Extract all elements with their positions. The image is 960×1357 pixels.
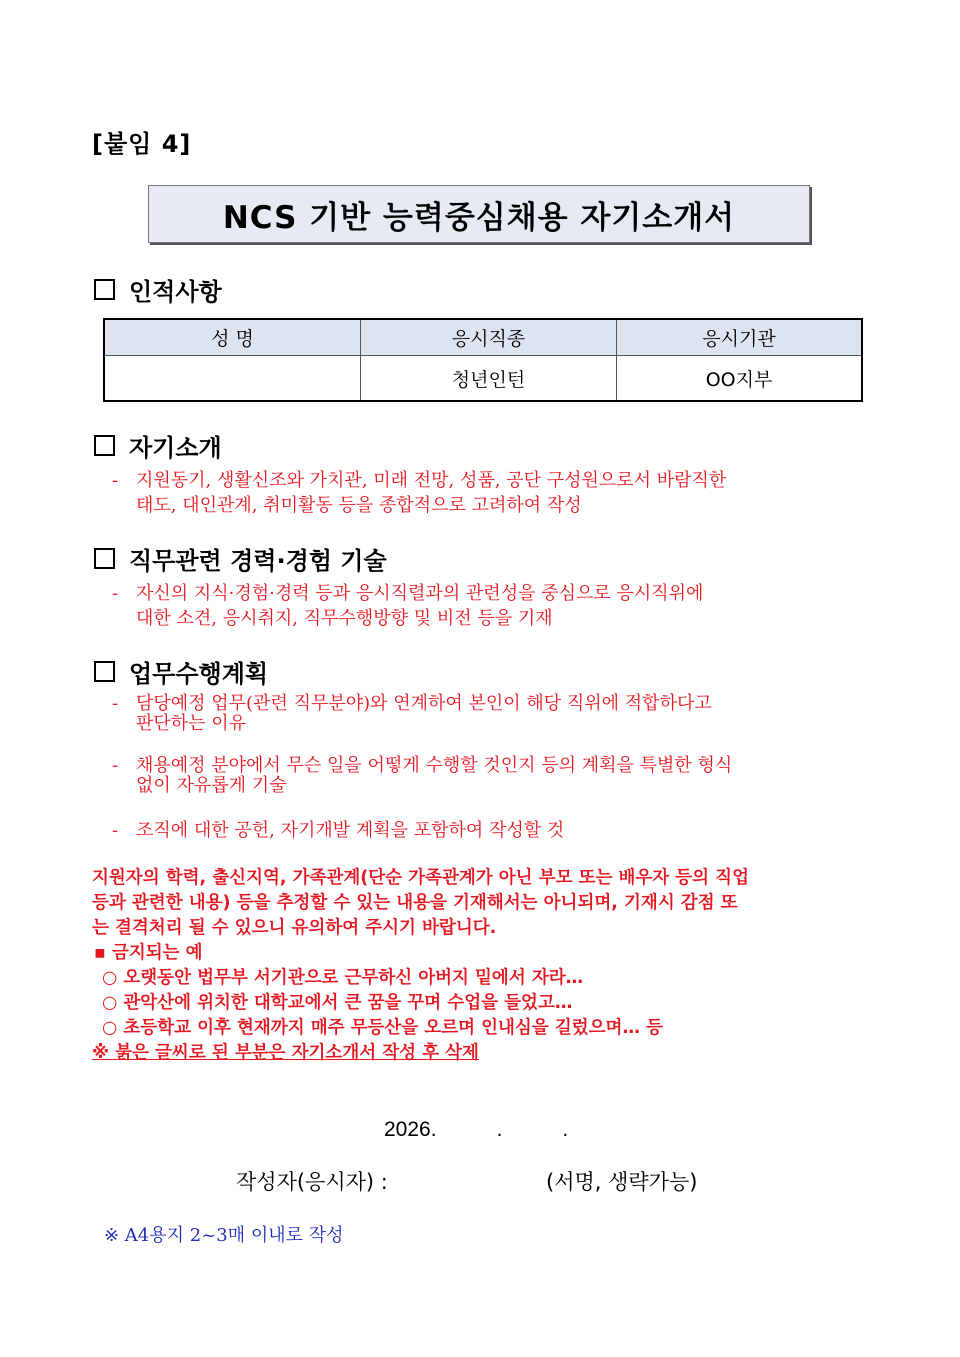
checkbox-icon <box>94 435 115 456</box>
section-career-heading <box>94 541 387 576</box>
plan-item3-line1: 조직에 대한 공헌, 자기개발 계획을 포함하여 작성할 것 <box>136 820 565 841</box>
section-personal-heading <box>94 272 222 307</box>
header-job-type: 응시직종 <box>361 319 617 356</box>
section-career-title: 직무관련 경력·경험 기술 <box>129 547 387 575</box>
date-line <box>384 1118 568 1142</box>
example-1: ○ 오랫동안 법무부 서기관으로 근무하신 아버지 밑에서 자라… <box>102 968 584 988</box>
intro-guide <box>112 468 872 518</box>
plan-item2-line2: 없이 자유롭게 기술 <box>136 775 287 796</box>
personal-info-table <box>103 318 863 402</box>
date-year: 2026. <box>384 1118 437 1141</box>
plan-item1-line2: 판단하는 이유 <box>136 713 247 734</box>
dash-bullet: - <box>112 470 119 491</box>
career-guide <box>112 581 872 631</box>
date-day-dot: . <box>562 1118 569 1141</box>
delete-note: ※ 붉은 글씨로 된 부분은 자기소개서 작성 후 삭제 <box>92 1043 479 1063</box>
checkbox-icon <box>94 548 115 569</box>
intro-guide-line1: 지원동기, 생활신조와 가치관, 미래 전망, 성품, 공단 구성원으로서 바람직한 <box>136 470 727 491</box>
header-name: 성 명 <box>104 319 361 356</box>
dash-bullet: - <box>112 820 119 841</box>
signer-label: 작성자(응시자) : <box>236 1170 388 1194</box>
date-month-dot: . <box>496 1118 503 1141</box>
plan-item1-line1: 담당예정 업무(관련 직무분야)와 연계하여 본인이 해당 직위에 적합하다고 <box>136 693 712 714</box>
plan-item2-line1: 채용예정 분야에서 무슨 일을 어떻게 수행할 것인지 등의 계획을 특별한 형식 <box>136 755 733 776</box>
plan-guide-item1 <box>112 694 872 734</box>
checkbox-icon <box>94 279 115 300</box>
section-intro-title: 자기소개 <box>129 434 222 462</box>
plan-guide-item3 <box>112 818 872 843</box>
cell-job-type[interactable]: 청년인턴 <box>361 356 617 402</box>
warning-block <box>92 866 872 1066</box>
section-personal-title: 인적사항 <box>129 278 222 306</box>
a4-length-note: ※ A4용지 2~3매 이내로 작성 <box>104 1225 344 1246</box>
dash-bullet: - <box>112 583 119 604</box>
section-intro-heading <box>94 428 222 463</box>
dash-bullet: - <box>112 693 119 714</box>
warning-line1: 지원자의 학력, 출신지역, 가족관계(단순 가족관계가 아닌 부모 또는 배우자 등의 직업 <box>92 868 749 888</box>
career-guide-line2: 대한 소견, 응시취지, 직무수행방향 및 비전 등을 기재 <box>136 608 553 629</box>
example-3: ○ 초등학교 이후 현재까지 매주 무등산을 오르며 인내심을 길렀으며… 등 <box>102 1018 663 1038</box>
header-agency: 응시기관 <box>617 319 863 356</box>
plan-guide-item2 <box>112 756 872 796</box>
document-title-box <box>148 185 810 243</box>
example-heading: ▪ 금지되는 예 <box>94 943 203 963</box>
intro-guide-line2: 태도, 대인관계, 취미활동 등을 종합적으로 고려하여 작성 <box>136 495 582 516</box>
checkbox-icon <box>94 661 115 682</box>
cell-name[interactable] <box>104 356 361 402</box>
cell-agency[interactable]: OO지부 <box>617 356 863 402</box>
table-header-row <box>104 319 862 356</box>
section-plan-title: 업무수행계획 <box>129 660 269 688</box>
section-plan-heading <box>94 654 268 689</box>
example-2: ○ 관악산에 위치한 대학교에서 큰 꿈을 꾸며 수업을 들었고… <box>102 993 573 1013</box>
warning-line2: 등과 관련한 내용) 등을 추정할 수 있는 내용을 기재해서는 아니되며, 기재시 감점 또 <box>92 893 738 913</box>
career-guide-line1: 자신의 지식·경험·경력 등과 응시직렬과의 관련성을 중심으로 응시직위에 <box>136 583 704 604</box>
table-row <box>104 356 862 402</box>
signature-note: (서명, 생략가능) <box>546 1170 698 1194</box>
warning-line3: 는 결격처리 될 수 있으니 유의하여 주시기 바랍니다. <box>92 918 497 938</box>
dash-bullet: - <box>112 755 119 776</box>
attachment-label: [붙임 4] <box>92 130 192 158</box>
document-title: NCS 기반 능력중심채용 자기소개서 <box>222 199 736 236</box>
